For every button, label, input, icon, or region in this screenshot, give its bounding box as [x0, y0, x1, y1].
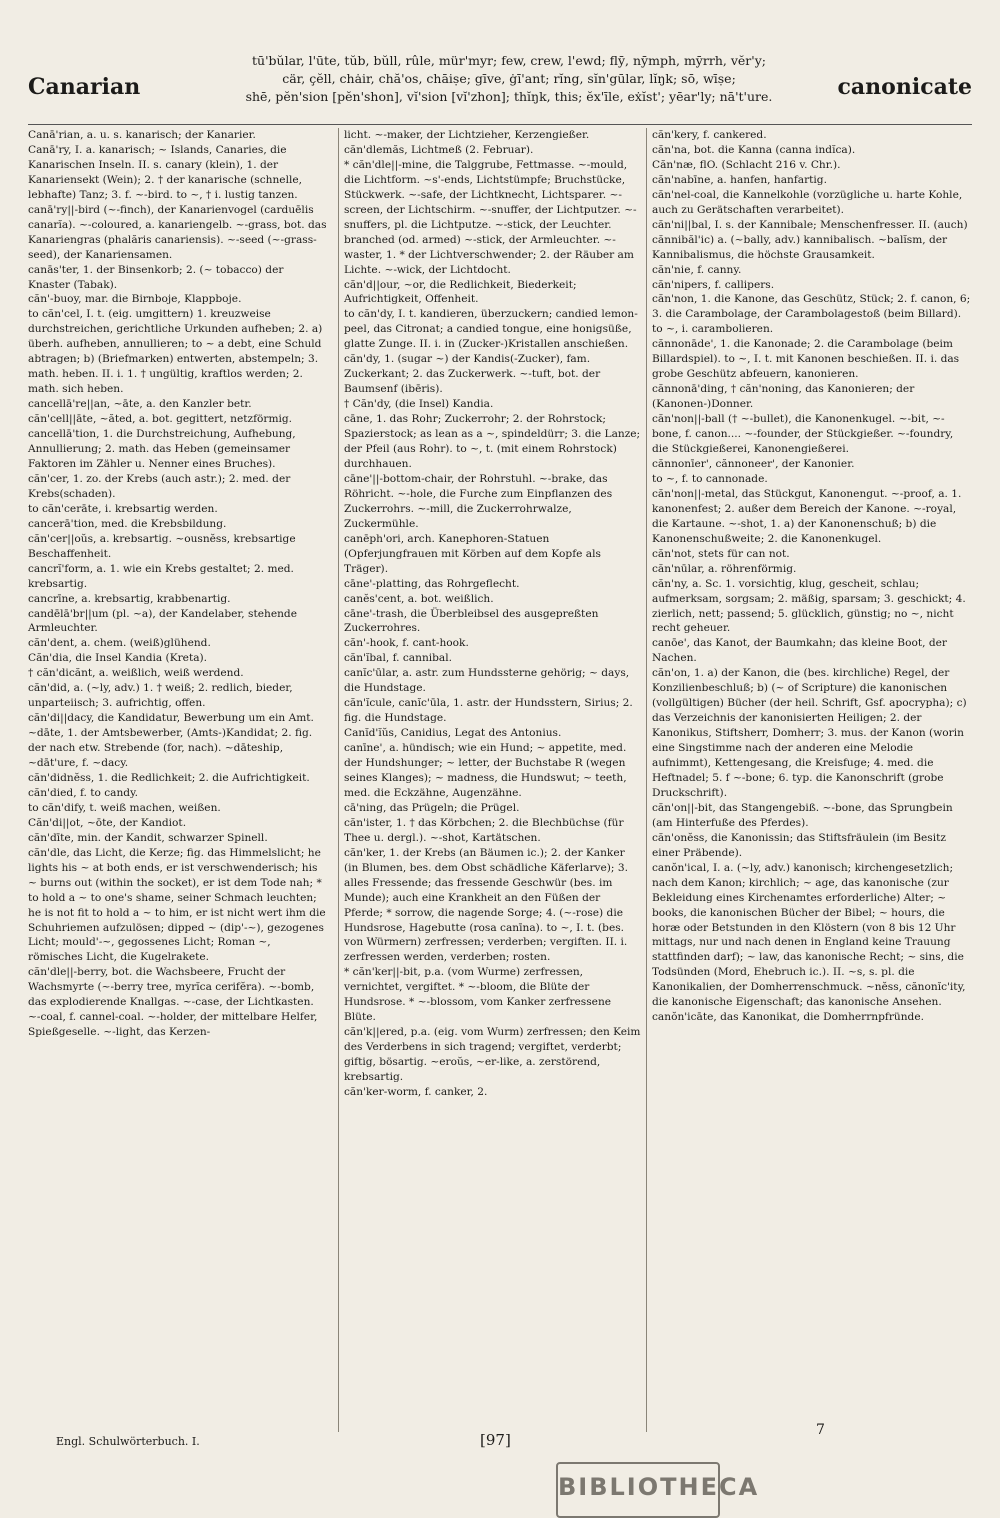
- right-running-head: canonicate: [837, 74, 972, 100]
- dictionary-entry: căn'ny, a. Sc. 1. vorsichtig, klug, gescheit, schlau; aufmerksam, sorgsam; 2. mäßig, sparsam; 3. geschickt; 4. zierlich, nett; passend; 5. glücklich, günstig; no ~, nicht recht geheuer.: [652, 577, 966, 635]
- header-rule: [28, 124, 972, 125]
- dictionary-entry: cănnonīer', cănnoneer', der Kanonier.: [652, 457, 855, 470]
- dictionary-entry: căn'ĭbal, f. cannibal.: [344, 652, 453, 665]
- dictionary-entry: canōe', das Kanot, der Baumkahn; das kleine Boot, der Nachen.: [652, 637, 947, 665]
- page-header: [28, 52, 972, 124]
- pronunciation-key-line: cär, çĕll, chȧir, chă'os, chāiṣe; gīve, ġī'ant; rĭng, sĭn'gūlar, lĭŋk; sō, wīṣe;: [282, 71, 736, 86]
- dictionary-entry: căn'dlemăs, Lichtmeß (2. Februar).: [344, 143, 534, 156]
- pronunciation-key-line: shē, pĕn'sion [pĕn'shon], vĭ'sion [vĭ'zhon]; thĭŋk, this; ĕx'īle, eẋĭst'; yēar'ly; nā't'ure.: [245, 89, 773, 104]
- dictionary-entry: căn'd||our, ~or, die Redlichkeit, Biederkeit; Aufrichtigkeit, Offenheit.: [344, 278, 577, 306]
- dictionary-entry: căn'onĕss, die Kanonissin; das Stiftsfräulein (im Besitz einer Präbende).: [652, 831, 946, 859]
- dictionary-column-2: [344, 128, 642, 1100]
- dictionary-entry: căn'ĭcule, canĭc'ūla, 1. astr. der Hundsstern, Sirius; 2. fig. die Hundstage.: [344, 697, 633, 725]
- dictionary-entry: * căn'ker||-bit, p.a. (vom Wurme) zerfressen, vernichtet, vergiftet. * ~-bloom, die Blüte der Hundsrose. * ~-blossom, vom Kanker zerfressene Blüte.: [344, 966, 612, 1024]
- dictionary-entry: Canā'ry, I. a. kanarisch; ~ Islands, Canaries, die Kanarischen Inseln. II. s. canary (klein), 1. der Kanariensekt (Wein); 2. † der kanarische (schnelle, lebhafte) Tanz; 3. f. ~-bird. to ~, † i. lustig tanzen.: [28, 143, 302, 201]
- dictionary-entry: căn'cer||oŭs, a. krebsartig. ~ousnĕss, krebsartige Beschaffenheit.: [28, 532, 296, 560]
- dictionary-entry: căn'-buoy, mar. die Birnboje, Klappboje.: [28, 293, 242, 306]
- dictionary-entry: to căn'cel, I. t. (eig. umgittern) 1. kreuzweise durchstreichen, gerichtliche Urkunden aufheben; 2. a) überh. aufheben, annullieren; to ~ a debt, eine Schuld abtragen; b) (Briefmarken) entwerten, abstempeln; 3. math. heben. II. i. 1. † ungültig, kraftlos werden; 2. math. sich heben.: [28, 308, 323, 396]
- dictionary-entry: cāne'||-bottom-chair, der Rohrstuhl. ~-brake, das Röhricht. ~-hole, die Furche zum Einpflanzen des Zuckerrohrs. ~-mill, die Zuckerrohrwalze, Zuckermühle.: [344, 472, 613, 530]
- dictionary-entry: cā'ning, das Prügeln; die Prügel.: [344, 801, 520, 814]
- dictionary-entry: căn'ker, 1. der Krebs (an Bäumen ic.); 2. der Kanker (in Blumen, bes. dem Obst schädliche Käferlarve); 3. alles Fressende; das fressende Geschwür (bes. im Munde); auch eine Krankheit an den Füßen der Pferde; * sorrow, die nagende Sorge; 4. (~-rose) die Hundsrose, Hagebutte (rosa canīna). to ~, I. t. (bes. von Würmern) zerfressen; verderben; vergiften. II. i. zerfressen werden, verderben; rosten.: [344, 846, 628, 964]
- dictionary-entry: cancrĭ'form, a. 1. wie ein Krebs gestaltet; 2. med. krebsartig.: [28, 562, 294, 590]
- dictionary-entry: căn'didnĕss, 1. die Redlichkeit; 2. die Aufrichtigkeit.: [28, 771, 310, 784]
- dictionary-entry: cănnonāde', 1. die Kanonade; 2. die Carambolage (beim Billardspiel). to ~, I. t. mit Kanonen beschießen. II. i. das grobe Geschütz abfeuern, kanonieren.: [652, 338, 960, 381]
- dictionary-entry: canēph'ori, arch. Kanephoren-Statuen (Opferjungfrauen mit Körben auf dem Kopfe als Träger).: [344, 532, 601, 575]
- dictionary-entry: canŏn'icāte, das Kanonikat, die Domherrnpfründe.: [652, 1011, 924, 1024]
- dictionary-entry: căn'dīte, min. der Kandit, schwarzer Spinell.: [28, 831, 268, 844]
- dictionary-entry: căn'died, f. to candy.: [28, 786, 139, 799]
- dictionary-entry: căn'did, a. (~ly, adv.) 1. † weiß; 2. redlich, bieder, unparteiisch; 3. aufrichtig, offen.: [28, 682, 293, 710]
- dictionary-entry: cancrīne, a. krebsartig, krabbenartig.: [28, 592, 231, 605]
- dictionary-entry: cancerā'tion, med. die Krebsbildung.: [28, 517, 227, 530]
- pronunciation-key-line: tū'bŭlar, l'ūte, tŭb, bŭll, rûle, mür'myr; few, crew, l'ewd; flȳ, nȳmph, mȳrrh, vĕr'y;: [252, 53, 766, 68]
- dictionary-entry: căn'k||ered, p.a. (eig. vom Wurm) zerfressen; den Keim des Verderbens in sich tragend; vergiftet, verderbt; giftig, bösartig. ~eroŭs, ~er-like, a. zerstörend, krebsartig.: [344, 1026, 641, 1084]
- dictionary-entry: căn'nipers, f. callipers.: [652, 278, 775, 291]
- dictionary-entry: cāne'-platting, das Rohrgeflecht.: [344, 577, 520, 590]
- dictionary-entry: canīne', a. hündisch; wie ein Hund; ~ appetite, med. der Hundshunger; ~ letter, der Buchstabe R (wegen seines Klanges); ~ madness, die Hundswut; ~ teeth, med. die Eckzähne, Augenzähne.: [344, 742, 627, 799]
- dictionary-entry: cāne, 1. das Rohr; Zuckerrohr; 2. der Rohrstock; Spazierstock; as lean as a ~, spindeldürr; 3. die Lanze; der Pfeil (aus Rohr). to ~, t. (mit einem Rohrstock) durchhauen.: [344, 413, 641, 470]
- dictionary-entry: Canā'rian, a. u. s. kanarisch; der Kanarier.: [28, 129, 256, 141]
- dictionary-entry: * căn'dle||-mine, die Talggrube, Fettmasse. ~-mould, die Lichtform. ~s'-ends, Lichtstümpfe; Bruchstücke, Stückwerk. ~-safe, der Lichtknecht, Lichtsparer. ~-screen, der Lichtschirm. ~-snuffer, der Lichtputzer. ~-snuffers, pl. die Lichtputze. ~-stick, der Leuchter. branched (od. armed) ~-stick, der Armleuchter. ~-waster, 1. * der Lichtverschwender; 2. der Räuber am Lichte. ~-wick, der Lichtdocht.: [344, 158, 637, 276]
- dictionary-entry: căn'dle, das Licht, die Kerze; fig. das Himmelslicht; he lights his ~ at both ends, er ist verschwenderisch; his ~ burns out (within the socket), er ist dem Tode nah; * to hold a ~ to one's shame, seiner Schmach leuchten; he is not fit to hold a ~ to him, er ist nicht wert ihm die Schuhriemen aufzulösen; dipped ~ (dip'-~), gezogenes Licht; mould'-~, gegossenes Licht; Roman ~, römisches Licht, die Kugelrakete.: [28, 846, 326, 964]
- dictionary-entry: canĕs'cent, a. bot. weißlich.: [344, 592, 494, 605]
- dictionary-entry: cāne'-trash, die Überbleibsel des ausgepreßten Zuckerrohres.: [344, 607, 599, 635]
- dictionary-entry: căn'dle||-berry, bot. die Wachsbeere, Frucht der Wachsmyrte (~-berry tree, myrĭca cerifĕra). ~-bomb, das explodierende Knallgas. ~-case, der Lichtkasten. ~-coal, f. cannel-coal. ~-holder, der mittelbare Helfer, Spießgeselle. ~-light, das Kerzen-: [28, 966, 318, 1039]
- dictionary-entry: to căn'dify, t. weiß machen, weißen.: [28, 801, 221, 814]
- column-divider: [338, 128, 339, 1432]
- dictionary-entry: căn'nūlar, a. röhrenförmig.: [652, 562, 797, 575]
- dictionary-column-1: [28, 128, 328, 1040]
- dictionary-entry: Canĭd'ĭŭs, Canidius, Legat des Antonius.: [344, 727, 562, 740]
- dictionary-entry: căn'cer, 1. zo. der Krebs (auch astr.); 2. med. der Krebs(schaden).: [28, 472, 291, 500]
- dictionary-entry: căn'ister, 1. † das Körbchen; 2. die Blechbüchse (für Thee u. dergl.). ~-shot, Kartätschen.: [344, 816, 624, 844]
- dictionary-entry: căn'on, 1. a) der Kanon, die (bes. kirchliche) Regel, der Konzilienbeschluß; b) (~ of Scripture) die kanonischen (vollgültigen) Bücher (der heil. Schrift, Gsf. apocrypha); c) das Verzeichnis der kanonisierten Heiligen; 2. der Kanonikus, Stiftsherr, Domherr; 3. mus. der Kanon (worin eine Singstimme nach der anderen eine Melodie aufnimmt), Kettengesang, die Kreisfuge; 4. med. die Heftnadel; 5. f ~-bone; 6. typ. die Kanonschrift (grobe Druckschrift).: [652, 667, 967, 799]
- dictionary-entry: căn'-hook, f. cant-hook.: [344, 637, 469, 650]
- dictionary-entry: căn'na, bot. die Kanna (canna indĭca).: [652, 143, 856, 156]
- dictionary-entry: căn'cell||āte, ~ăted, a. bot. gegittert, netzförmig.: [28, 413, 293, 426]
- dictionary-entry: to căn'cerāte, i. krebsartig werden.: [28, 502, 218, 515]
- column-divider: [646, 128, 647, 1432]
- dictionary-entry: cancellā'tion, 1. die Durchstreichung, Aufhebung, Annullierung; 2. math. das Heben (gemeinsamer Faktoren im Zähler u. Nenner eines Bruches).: [28, 428, 296, 470]
- dictionary-entry: căn'on||-bit, das Stangengebiß. ~-bone, das Sprungbein (am Hinterfuße des Pferdes).: [652, 801, 953, 829]
- dictionary-entry: căn'ni||bal, I. s. der Kannibale; Menschenfresser. II. (auch) cănnibăl'ic) a. (~bally, adv.) kannibalisch. ~balĭsm, der Kannibalismus, die höchste Grausamkeit.: [652, 218, 968, 261]
- dictionary-entry: Căn'næ, flO. (Schlacht 216 v. Chr.).: [652, 158, 841, 171]
- dictionary-entry: canĭc'ūlar, a. astr. zum Hundssterne gehörig; ~ days, die Hundstage.: [344, 667, 630, 695]
- dictionary-entry: canā'ry||-bird (~-finch), der Kanarienvogel (carduēlis canarĭa). ~-coloured, a. kanariengelb. ~-grass, bot. das Kanariengras (phalăris canariensis). ~-seed (~-grass-seed), der Kanariensamen.: [28, 203, 327, 261]
- dictionary-entry: căn'non, 1. die Kanone, das Geschütz, Stück; 2. f. canon, 6; 3. die Carambolage, der Carambolagestoß (beim Billard). to ~, i. carambolieren.: [652, 293, 971, 336]
- dictionary-entry: căn'nabīne, a. hanfen, hanfartig.: [652, 173, 827, 186]
- dictionary-entry: canās'ter, 1. der Binsenkorb; 2. (~ tobacco) der Knaster (Tabak).: [28, 263, 284, 291]
- dictionary-entry: căn'ker-worm, f. canker, 2.: [344, 1086, 488, 1098]
- pronunciation-key: [214, 52, 804, 106]
- dictionary-entry: căn'nie, f. canny.: [652, 263, 742, 276]
- dictionary-entry: căn'non||-metal, das Stückgut, Kanonengut. ~-proof, a. 1. kanonenfest; 2. außer dem Bereich der Kanone. ~-royal, die Kartaune. ~-shot, 1. a) der Kanonenschuß; b) die Kanonenschußweite; 2. die Kanonenkugel.: [652, 487, 962, 545]
- dictionary-entry: candēlā'br||um (pl. ~a), der Kandelaber, stehende Armleuchter.: [28, 607, 297, 635]
- dictionary-entry: căn'non||-ball († ~-bullet), die Kanonenkugel. ~-bit, ~-bone, f. canon.... ~-founder, der Stückgießer. ~-foundry, die Stückgießerei, Kanonengießerei.: [652, 413, 954, 456]
- dictionary-entry: căn'di||dacy, die Kandidatur, Bewerbung um ein Amt. ~dāte, 1. der Amtsbewerber, (Amts-)Kandidat; 2. fig. der nach etw. Strebende (for, nach). ~dāteship, ~dāt'ure, f. ~dacy.: [28, 712, 314, 770]
- page-number: [97]: [480, 1431, 511, 1449]
- left-running-head: Canarian: [28, 74, 141, 100]
- book-title-footer: Engl. Schulwörterbuch. I.: [56, 1435, 200, 1448]
- library-stamp: BIBLIOTHECA: [556, 1462, 720, 1518]
- dictionary-entry: căn'kery, f. cankered.: [652, 129, 767, 141]
- dictionary-entry: cănnonā'ding, † căn'noning, das Kanonieren; der (Kanonen-)Donner.: [652, 383, 915, 411]
- dictionary-column-3: [652, 128, 972, 1025]
- signature-mark: 7: [816, 1422, 825, 1438]
- dictionary-entry: † căn'dicănt, a. weißlich, weiß werdend.: [28, 667, 244, 680]
- dictionary-entry: canŏn'ical, I. a. (~ly, adv.) kanonisch; kirchengesetzlich; nach dem Kanon; kirchlich; ~ age, das kanonische (zur Bekleidung eines Kirchenamtes erforderliche) Alter; ~ books, die kanonischen Bücher der Bibel; ~ hours, die horæ oder Betstunden in den Klöstern (von 8 bis 12 Uhr mittags, nur und nach denen in England keine Trauung stattfinden darf); ~ law, das kanonische Recht; ~ sins, die Todsünden (Mord, Ehebruch ic.). II. ~s, s. pl. die Kanonikalien, der Domherrenschmuck. ~nĕss, cănonĭc'ity, die kanonische Eigenschaft; das kanonische Ansehen.: [652, 861, 966, 1009]
- dictionary-entry: licht. ~-maker, der Lichtzieher, Kerzengießer.: [344, 129, 590, 141]
- dictionary-entry: căn'dent, a. chem. (weiß)glühend.: [28, 637, 211, 650]
- dictionary-entry: to căn'dy, I. t. kandieren, überzuckern; candied lemon-peel, das Citronat; a candied tongue, eine honigsüße, glatte Zunge. II. i. in (Zucker-)Kristallen anschießen.: [344, 308, 638, 351]
- dictionary-entry: Căn'di||ot, ~ōte, der Kandiot.: [28, 816, 187, 829]
- dictionary-entry: cancellā're||an, ~āte, a. den Kanzler betr.: [28, 398, 252, 411]
- dictionary-entry: căn'not, stets für can not.: [652, 547, 790, 560]
- dictionary-entry: căn'dy, 1. (sugar ~) der Kandis(-Zucker), fam. Zuckerkant; 2. das Zuckerwerk. ~-tuft, bot. der Baumsenf (ibēris).: [344, 353, 601, 396]
- dictionary-entry: căn'nel-coal, die Kannelkohle (vorzügliche u. harte Kohle, auch zu Gerätschaften verarbeitet).: [652, 188, 963, 216]
- dictionary-entry: to ~, f. to cannonade.: [652, 472, 768, 485]
- dictionary-entry: † Căn'dy, (die Insel) Kandia.: [344, 398, 494, 411]
- dictionary-entry: Căn'dia, die Insel Kandia (Kreta).: [28, 652, 208, 665]
